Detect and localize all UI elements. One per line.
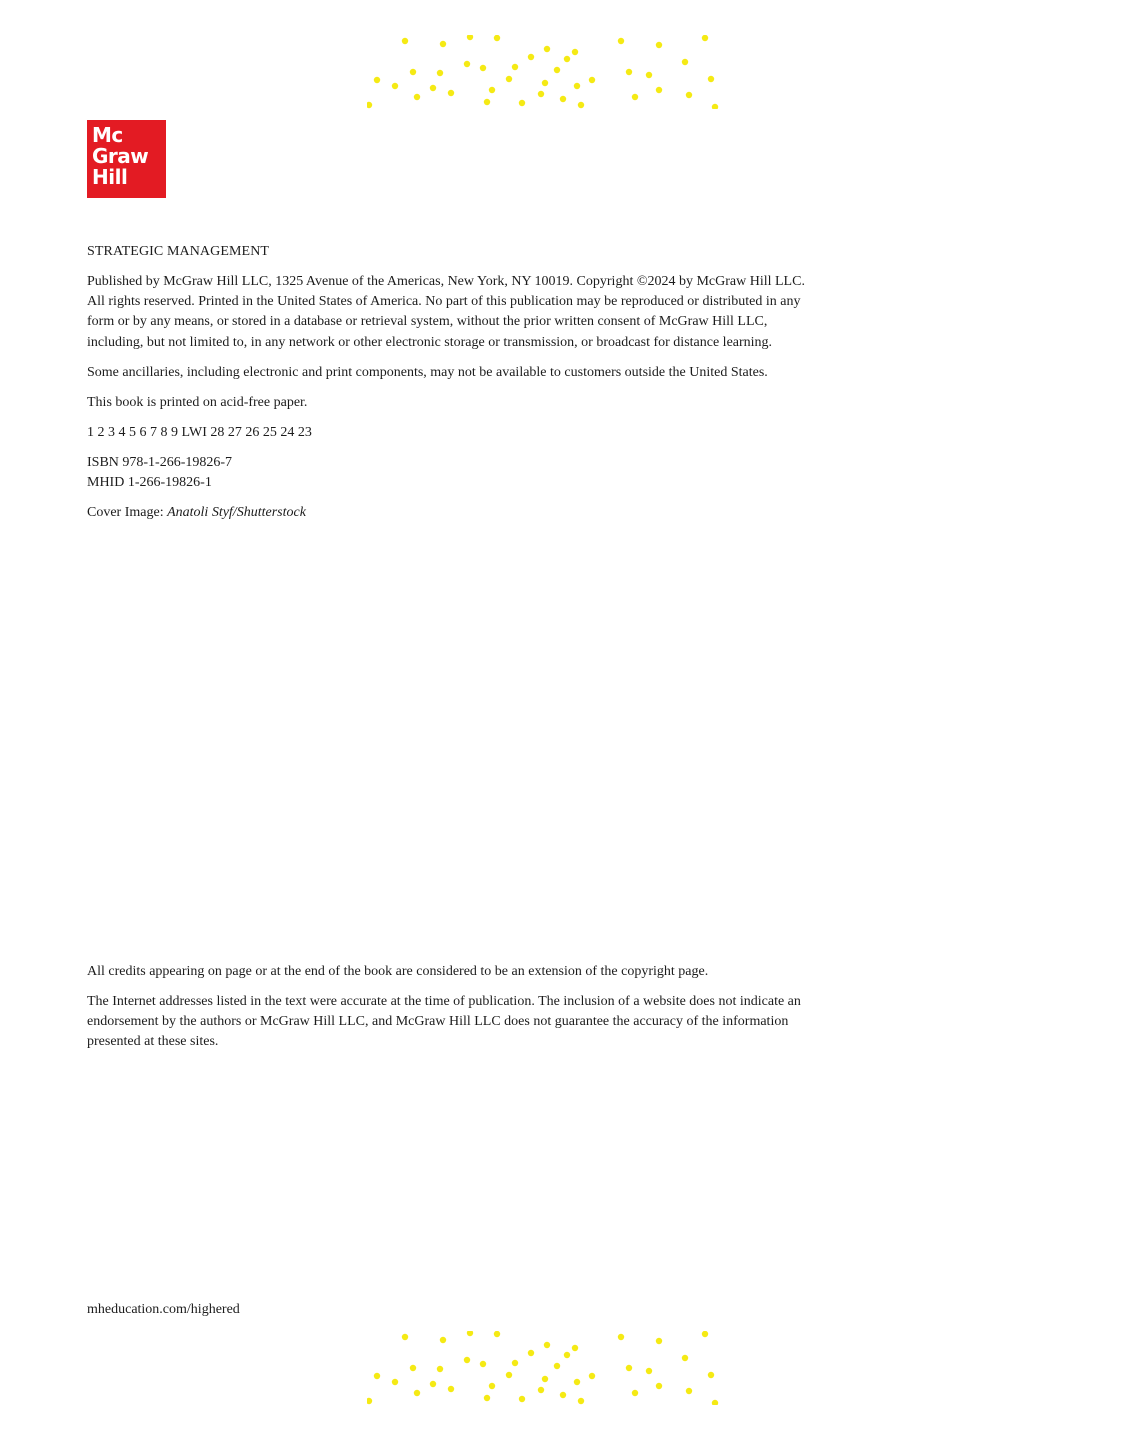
decorative-dot-band-top (367, 35, 719, 109)
cover-image-label: Cover Image: (87, 504, 168, 520)
publisher-notice: Published by McGraw Hill LLC, 1325 Avenue of the Americas, New York, NY 10019. Copyright ©2024 by McGraw Hill LLC. All rights reserved. Printed in the United States of America. No part of this publication may be reproduced or distributed in any form or by any means, or stored in a database or retrieval system, without the prior written consent of McGraw Hill LLC, including, but not limited to, in any network or other electronic storage or transmission, or broadcast for distance learning. (87, 274, 805, 350)
ancillaries-notice: Some ancillaries, including electronic and print components, may not be available to customers outside the United States. (87, 364, 768, 380)
logo-line-2: Graw (92, 144, 149, 168)
paper-notice: This book is printed on acid-free paper. (87, 394, 308, 410)
credits-notice: All credits appearing on page or at the end of the book are considered to be an extension of the copyright page. (87, 964, 709, 979)
mhid: MHID 1-266-19826-1 (87, 474, 212, 490)
disclaimer-block (87, 962, 817, 1062)
isbn: ISBN 978-1-266-19826-7 (87, 454, 233, 470)
isbn-block (87, 453, 817, 493)
decorative-dot-band-bottom (367, 1331, 719, 1405)
cover-image-source: Anatoli Styf/Shutterstock (167, 504, 306, 520)
copyright-block (87, 242, 817, 533)
publisher-website: mheducation.com/highered (87, 1302, 240, 1317)
dot-pattern-bottom (367, 1331, 719, 1405)
book-title: STRATEGIC MANAGEMENT (87, 244, 270, 259)
logo-line-1: Mc (92, 123, 123, 147)
publisher-logo (87, 120, 166, 198)
dot-pattern-top (367, 35, 719, 109)
print-line: 1 2 3 4 5 6 7 8 9 LWI 28 27 26 25 24 23 (87, 424, 312, 440)
cover-image-credit (87, 503, 817, 523)
logo-line-3: Hill (92, 165, 128, 189)
internet-notice: The Internet addresses listed in the text were accurate at the time of publication. The inclusion of a website does not indicate an endorsement by the authors or McGraw Hill LLC, and McGraw Hill LLC does not guarantee the accuracy of the information presented at these sites. (87, 994, 801, 1050)
